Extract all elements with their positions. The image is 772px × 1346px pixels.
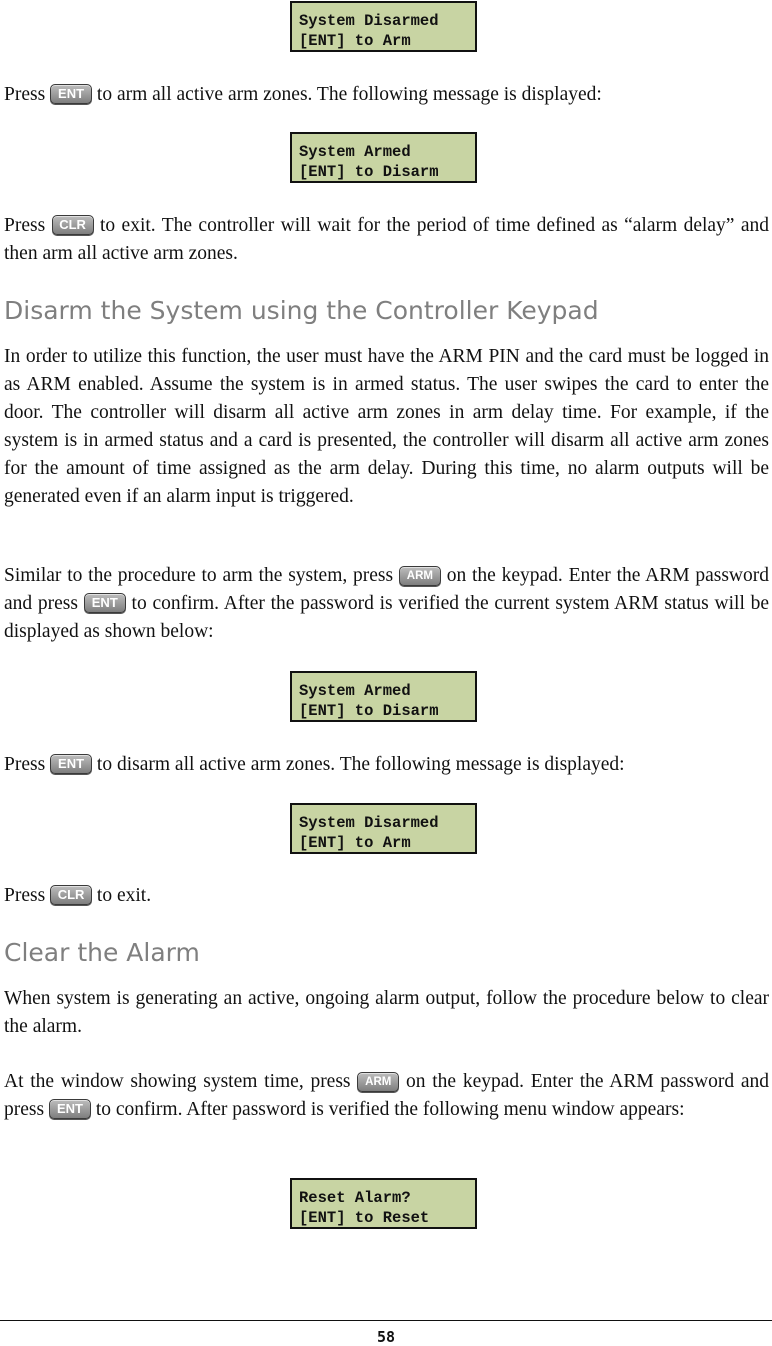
lcd-line-2: [ENT] to Disarm	[299, 163, 439, 181]
lcd-line-2: [ENT] to Arm	[299, 32, 411, 50]
paragraph-disarm-procedure: Similar to the procedure to arm the system, press ARM on the keypad. Enter the ARM password and press ENT to confirm. After the password is verified the current system ARM status will be displayed as shown below:	[4, 565, 770, 642]
lcd-display-system-armed	[290, 671, 477, 722]
ent-key-icon: ENT	[50, 754, 92, 774]
lcd-line-1: System Disarmed	[299, 12, 439, 30]
paragraph-disarm-intro: In order to utilize this function, the user must have the ARM PIN and the card must be logged in as ARM enabled. Assume the system is in armed status. The user swipes the card to enter the door. The controller will disarm all active arm zones in arm delay time. For example, if the system is in armed status and a card is presented, the controller will disarm all active arm zones for the amount of time assigned as the arm delay. During this time, no alarm outputs will be generated even if an alarm input is triggered.	[4, 346, 769, 507]
paragraph-clr-exit: Press CLR to exit.	[4, 885, 152, 906]
ent-key-icon: ENT	[50, 84, 92, 104]
ent-key-icon: ENT	[84, 593, 126, 613]
paragraph-clear-alarm-procedure: At the window showing system time, press ARM on the keypad. Enter the ARM password and press ENT to confirm. After password is verified the following menu window appears:	[4, 1071, 769, 1120]
clr-key-icon: CLR	[50, 885, 92, 905]
section-heading-disarm: Disarm the System using the Controller Keypad	[4, 296, 599, 325]
footer-divider	[0, 1320, 772, 1321]
clr-key-icon: CLR	[52, 215, 94, 235]
lcd-display-system-armed	[290, 132, 477, 183]
lcd-line-2: [ENT] to Reset	[299, 1209, 430, 1227]
paragraph-disarm-press-ent: Press ENT to disarm all active arm zones. The following message is displayed:	[4, 754, 625, 775]
page-number: 58	[376, 1328, 396, 1346]
lcd-display-system-disarmed	[290, 803, 477, 854]
lcd-line-1: Reset Alarm?	[299, 1189, 411, 1207]
section-heading-clear-alarm: Clear the Alarm	[4, 938, 200, 967]
paragraph-clear-alarm-intro: When system is generating an active, ongoing alarm output, follow the procedure below to clear the alarm.	[4, 988, 769, 1037]
lcd-display-reset-alarm	[290, 1178, 477, 1229]
lcd-line-1: System Disarmed	[299, 814, 439, 832]
ent-key-icon: ENT	[49, 1099, 91, 1119]
arm-key-icon: ARM	[357, 1072, 399, 1092]
paragraph-clr-exit-arm-delay: Press CLR to exit. The controller will wait for the period of time defined as “alarm delay” and then arm all active arm zones.	[4, 215, 769, 264]
lcd-line-1: System Armed	[299, 682, 411, 700]
lcd-line-2: [ENT] to Arm	[299, 834, 411, 852]
lcd-display-system-disarmed	[290, 1, 477, 52]
arm-key-icon: ARM	[399, 566, 441, 586]
lcd-line-1: System Armed	[299, 143, 411, 161]
paragraph-arm-press-ent: Press ENT to arm all active arm zones. The following message is displayed:	[4, 84, 602, 105]
lcd-line-2: [ENT] to Disarm	[299, 702, 439, 720]
